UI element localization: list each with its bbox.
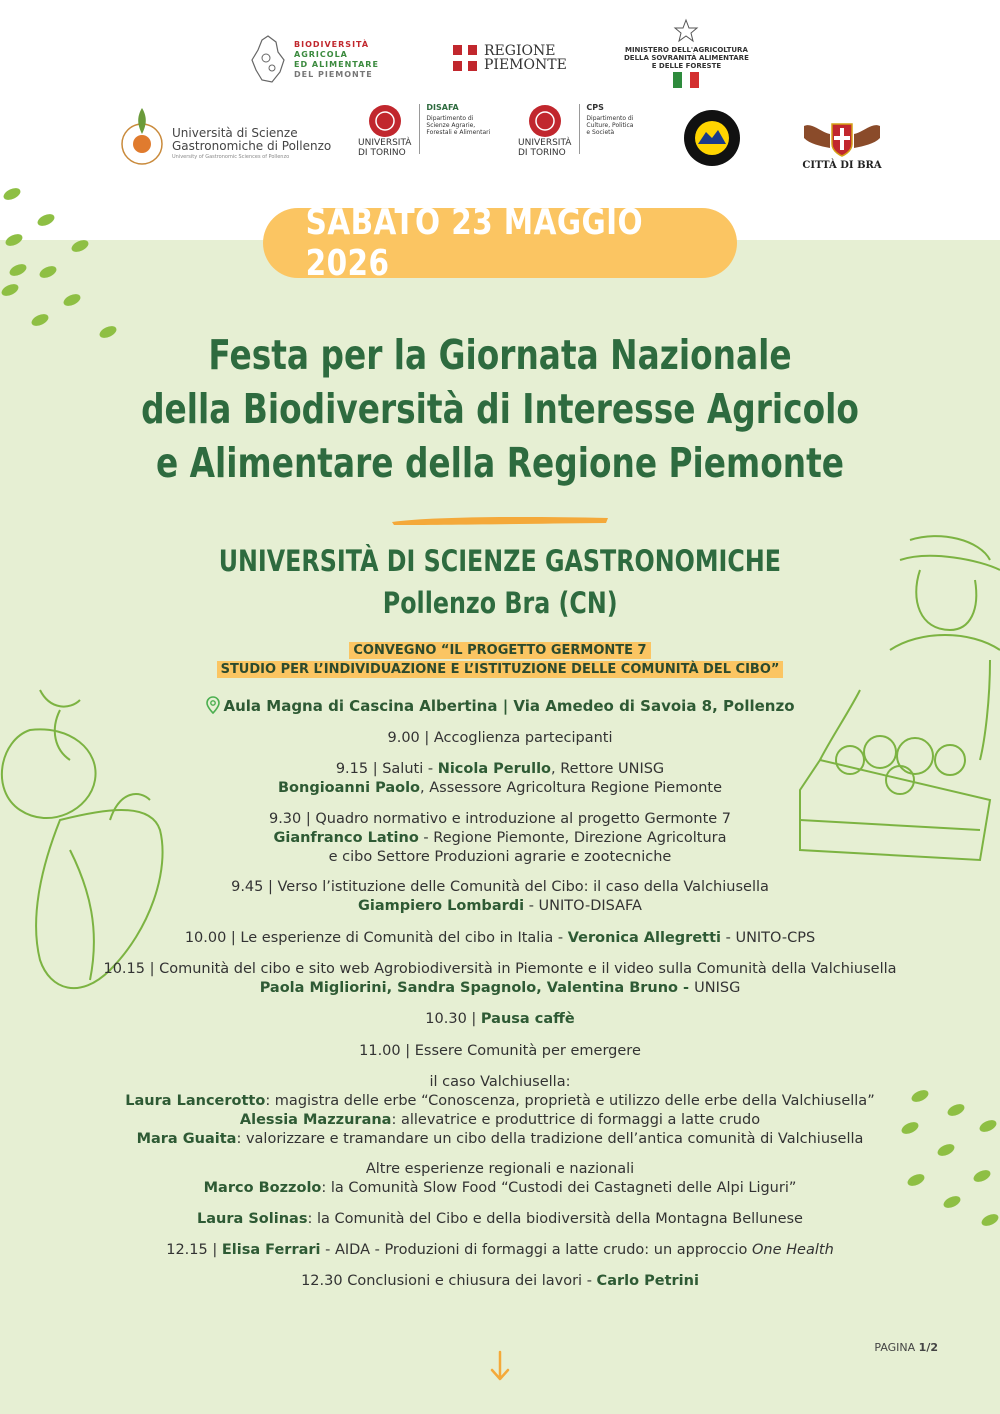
- biodiv-line4: DEL PIEMONTE: [294, 70, 373, 79]
- unito1-line1: UNIVERSITÀ: [358, 138, 412, 148]
- biodiv-line3: ED ALIMENTARE: [294, 60, 379, 69]
- program-930: 9.30 | Quadro normativo e introduzione al progetto Germonte 7 Gianfranco Latino - Regione Piemonte, Direzione Agricoltura e cibo Settore Produzioni agrarie e zootecniche: [268, 811, 732, 865]
- program-solinas: Laura Solinas: la Comunità del Cibo e della biodiversità della Montagna Bellunese: [197, 1211, 803, 1227]
- program-valchiusella: il caso Valchiusella: Laura Lancerotto: magistra delle erbe “Conoscenza, proprietà e utilizzo delle erbe della Valchiusella” Alessia Mazzurana: allevatrice e produttrice di formaggi a latte crudo Mara Guaita: valorizzare e tramandare un cibo della tradizione dell’antica comunità di Valchiusella: [125, 1074, 875, 1147]
- speaker-bongioanni: Bongioanni Paolo: [278, 780, 421, 796]
- unisg-line3: University of Gastronomic Sciences of Pollenzo: [172, 154, 290, 160]
- location-line: [0, 696, 1000, 717]
- unito2-line1: UNIVERSITÀ: [518, 138, 572, 148]
- arrow-down-icon: [489, 1350, 511, 1382]
- logo-regione-piemonte: [452, 44, 567, 72]
- italy-flag-icon: [673, 72, 699, 88]
- speaker-bozzolo: Marco Bozzolo: [203, 1180, 322, 1196]
- logo-citta-di-bra: [800, 118, 884, 171]
- logo-unito-cps: [518, 104, 633, 158]
- venue-city: Pollenzo Bra (CN): [382, 586, 618, 620]
- ministero-line1: MINISTERO DELL'AGRICOLTURA: [624, 46, 748, 54]
- program-1000: 10.00 | Le esperienze di Comunità del cibo in Italia - Veronica Allegretti - UNITO-CPS: [184, 930, 816, 946]
- event-title: [0, 328, 1000, 490]
- unisg-line1: Università di Scienze: [172, 126, 298, 140]
- speaker-perullo: Nicola Perullo: [437, 761, 552, 777]
- event-date: SABATO 23 MAGGIO 2026: [305, 202, 644, 284]
- program-900: 9.00 | Accoglienza partecipanti: [387, 730, 613, 746]
- location-text: Aula Magna di Cascina Albertina | Via Amedeo di Savoia 8, Pollenzo: [223, 697, 795, 715]
- program-945: 9.45 | Verso l’istituzione delle Comunità del Cibo: il caso della Valchiusella Giampiero Lombardi - UNITO-DISAFA: [231, 879, 769, 914]
- unito2-line2: DI TORINO: [518, 148, 566, 158]
- emblem-italia-icon: [673, 18, 699, 44]
- unito-seal-icon: [528, 104, 562, 138]
- unisg-emblem-icon: [118, 104, 166, 184]
- unisg-line2: Gastronomiche di Pollenzo: [172, 139, 332, 153]
- logo-biodiversita: [248, 34, 379, 86]
- title-line-3: e Alimentare della Regione Piemonte: [155, 439, 845, 487]
- ministero-line2: DELLA SOVRANITÀ ALIMENTARE: [624, 54, 749, 62]
- venue-title: UNIVERSITÀ DI SCIENZE GASTRONOMICHE: [218, 544, 782, 578]
- page-indicator: PAGINA 1/2: [874, 1341, 938, 1354]
- program-1100: 11.00 | Essere Comunità per emergere: [359, 1043, 641, 1059]
- brush-stroke-divider: [390, 514, 610, 526]
- title-line-1: Festa per la Giornata Nazionale: [208, 331, 792, 379]
- speaker-mazzurana: Alessia Mazzurana: [239, 1112, 392, 1128]
- disafa-label: DISAFA: [426, 103, 459, 112]
- disafa-line2: Scienze Agrarie,: [426, 122, 476, 129]
- logo-unito-disafa: [358, 104, 490, 158]
- regione-line1: REGIONE: [484, 43, 556, 59]
- speaker-solinas: Laura Solinas: [197, 1211, 308, 1227]
- speaker-petrini: Carlo Petrini: [596, 1273, 699, 1289]
- unito1-line2: DI TORINO: [358, 148, 406, 158]
- speaker-guaita: Mara Guaita: [136, 1131, 237, 1147]
- logo-ministero: [624, 18, 749, 88]
- speaker-allegretti: Veronica Allegretti: [567, 930, 721, 946]
- convegno-line-2: STUDIO PER L’INDIVIDUAZIONE E L’ISTITUZIONE DELLE COMUNITÀ DEL CIBO”: [0, 662, 1000, 677]
- date-banner: [263, 202, 737, 284]
- regione-line2: PIEMONTE: [484, 57, 567, 73]
- speaker-ferrari: Elisa Ferrari: [221, 1242, 321, 1258]
- biodiv-line2: AGRICOLA: [294, 50, 348, 59]
- bra-label: CITTÀ DI BRA: [802, 160, 882, 171]
- cps-line1: Dipartimento di: [586, 115, 634, 122]
- convegno-line-1: CONVEGNO “IL PROGETTO GERMONTE 7: [0, 643, 1000, 658]
- logo-club-amici-valchiusella: [682, 108, 742, 168]
- biodiv-line1: BIODIVERSITÀ: [294, 40, 370, 49]
- program-1030: 10.30 | Pausa caffè: [425, 1011, 575, 1027]
- location-pin-icon: [206, 696, 220, 714]
- ministero-line3: E DELLE FORESTE: [651, 62, 722, 70]
- logo-unisg: [118, 104, 331, 184]
- program-1230: 12.30 Conclusioni e chiusura dei lavori - Carlo Petrini: [301, 1273, 699, 1289]
- speaker-latino: Gianfranco Latino: [273, 830, 419, 846]
- cps-line2: Culture, Politica: [586, 122, 634, 129]
- program-1215: 12.15 | Elisa Ferrari - AIDA - Produzioni di formaggi a latte crudo: un approccio One Health: [166, 1242, 834, 1258]
- speaker-lombardi: Giampiero Lombardi: [358, 898, 525, 914]
- program-915: 9.15 | Saluti - Nicola Perullo, Rettore UNISG Bongioanni Paolo, Assessore Agricoltura Regione Piemonte: [278, 761, 722, 796]
- speaker-lancerotto: Laura Lancerotto: [125, 1093, 266, 1109]
- club-badge-icon: [682, 108, 742, 168]
- piemonte-map-icon: [248, 34, 288, 86]
- regione-shield-icon: [452, 44, 478, 72]
- program-altre: Altre esperienze regionali e nazionali Marco Bozzolo: la Comunità Slow Food “Custodi dei Castagneti delle Alpi Liguri”: [203, 1161, 797, 1196]
- cps-label: CPS: [586, 103, 604, 112]
- unito-seal-icon: [368, 104, 402, 138]
- bra-coat-of-arms-icon: [800, 118, 884, 158]
- cps-line3: e Società: [586, 129, 615, 136]
- disafa-line3: Forestali e Alimentari: [426, 129, 491, 136]
- program-1015: 10.15 | Comunità del cibo e sito web Agrobiodiversità in Piemonte e il video sulla Comunità della Valchiusella Paola Migliorini, Sandra Spagnolo, Valentina Bruno - UNISG: [103, 961, 897, 996]
- disafa-line1: Dipartimento di: [426, 115, 474, 122]
- title-line-2: della Biodiversità di Interesse Agricolo: [141, 385, 859, 433]
- speakers-unisg: Paola Migliorini, Sandra Spagnolo, Valentina Bruno -: [259, 980, 695, 996]
